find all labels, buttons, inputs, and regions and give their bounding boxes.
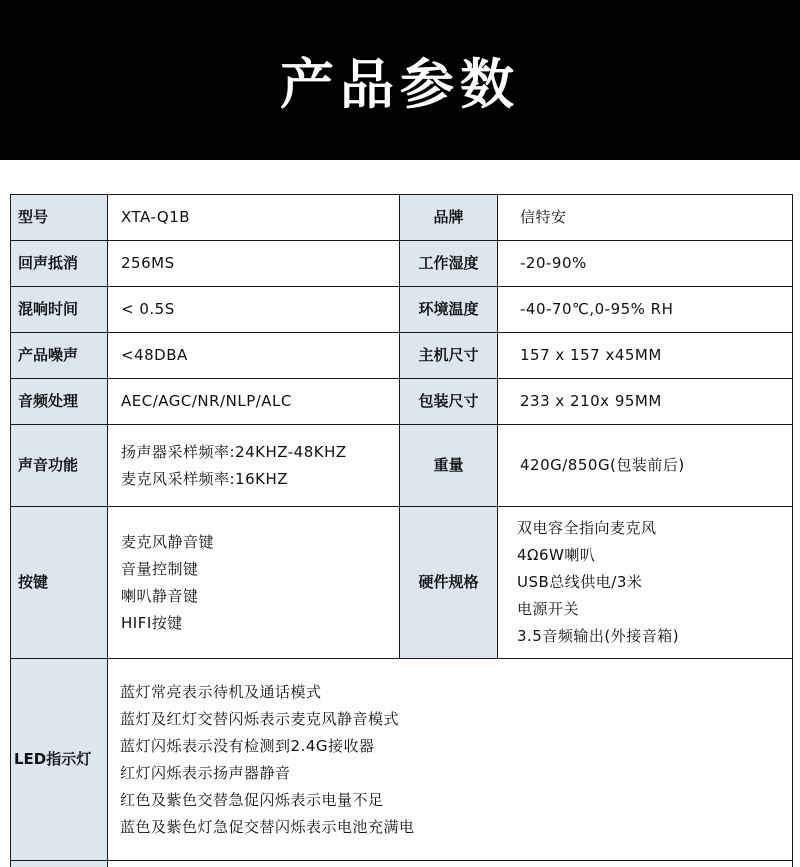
spec-label: 音频处理 xyxy=(11,379,108,425)
spec-line: 麦克风静音键 xyxy=(121,532,215,551)
spec-value-multiline xyxy=(498,507,793,659)
spec-line: 蓝灯常亮表示待机及通话模式 xyxy=(120,682,322,701)
table-row xyxy=(11,195,793,241)
spec-value: 信特安 xyxy=(498,195,793,241)
spec-label: 混响时间 xyxy=(11,287,108,333)
spec-label: 品牌 xyxy=(400,195,498,241)
table-row xyxy=(11,241,793,287)
table-row xyxy=(11,507,793,659)
table-row xyxy=(11,861,793,867)
spec-label: 环境温度 xyxy=(400,287,498,333)
spec-value: < 0.5S xyxy=(108,287,400,333)
spec-value-multiline xyxy=(108,507,400,659)
spec-value: -20-90% xyxy=(498,241,793,287)
spec-line: 双电容全指向麦克风 xyxy=(517,519,657,537)
spec-line: 音量控制键 xyxy=(121,559,199,578)
spec-line: 3.5音频输出(外接音箱) xyxy=(517,627,680,645)
spec-line: 扬声器采样频率:24KHZ-48KHZ xyxy=(121,442,347,461)
spec-label: 主机尺寸 xyxy=(400,333,498,379)
spec-label: 重量 xyxy=(400,425,498,507)
spec-line: 4Ω6W喇叭 xyxy=(517,546,596,564)
spec-value: 233 x 210x 95MM xyxy=(498,379,793,425)
spec-label: 回声抵消 xyxy=(11,241,108,287)
spec-line: 喇叭静音键 xyxy=(121,586,199,605)
spec-value: 256MS xyxy=(108,241,400,287)
spec-label-empty xyxy=(11,861,108,867)
table-row xyxy=(11,333,793,379)
table-row xyxy=(11,379,793,425)
spec-line: 红灯闪烁表示扬声器静音 xyxy=(120,763,291,782)
spec-line: 蓝灯闪烁表示没有检测到2.4G接收器 xyxy=(120,736,375,755)
spec-table xyxy=(10,194,793,867)
spec-label: 按键 xyxy=(11,507,108,659)
spec-line: 蓝灯及红灯交替闪烁表示麦克风静音模式 xyxy=(120,709,400,728)
spec-line: 蓝色及紫色灯急促交替闪烁表示电池充满电 xyxy=(120,817,415,836)
table-row xyxy=(11,287,793,333)
spec-value: -40-70℃,0-95% RH xyxy=(498,287,793,333)
spec-label: 产品噪声 xyxy=(11,333,108,379)
spec-value: <48DBA xyxy=(108,333,400,379)
table-row xyxy=(11,425,793,507)
spec-value-empty xyxy=(108,861,793,867)
spec-value: 157 x 157 x45MM xyxy=(498,333,793,379)
spec-value: XTA-Q1B xyxy=(108,195,400,241)
spec-line: USB总线供电/3米 xyxy=(517,573,643,591)
page-title: 产品参数 xyxy=(280,52,520,116)
spec-value-multiline xyxy=(108,659,793,861)
spec-line: 电源开关 xyxy=(517,600,580,618)
spec-value: AEC/AGC/NR/NLP/ALC xyxy=(108,379,400,425)
spec-label: LED指示灯 xyxy=(11,659,108,861)
spec-label: 声音功能 xyxy=(11,425,108,507)
spec-label: 工作湿度 xyxy=(400,241,498,287)
spec-line: 红色及紫色交替急促闪烁表示电量不足 xyxy=(120,790,384,809)
spec-label: 硬件规格 xyxy=(400,507,498,659)
spec-label: 包装尺寸 xyxy=(400,379,498,425)
table-row xyxy=(11,659,793,861)
spec-value-multiline xyxy=(108,425,400,507)
spec-label: 型号 xyxy=(11,195,108,241)
spec-line: HIFI按键 xyxy=(121,613,183,632)
header-banner xyxy=(0,0,800,160)
spec-line: 麦克风采样频率:16KHZ xyxy=(121,469,289,488)
spec-value: 420G/850G(包装前后) xyxy=(498,425,793,507)
